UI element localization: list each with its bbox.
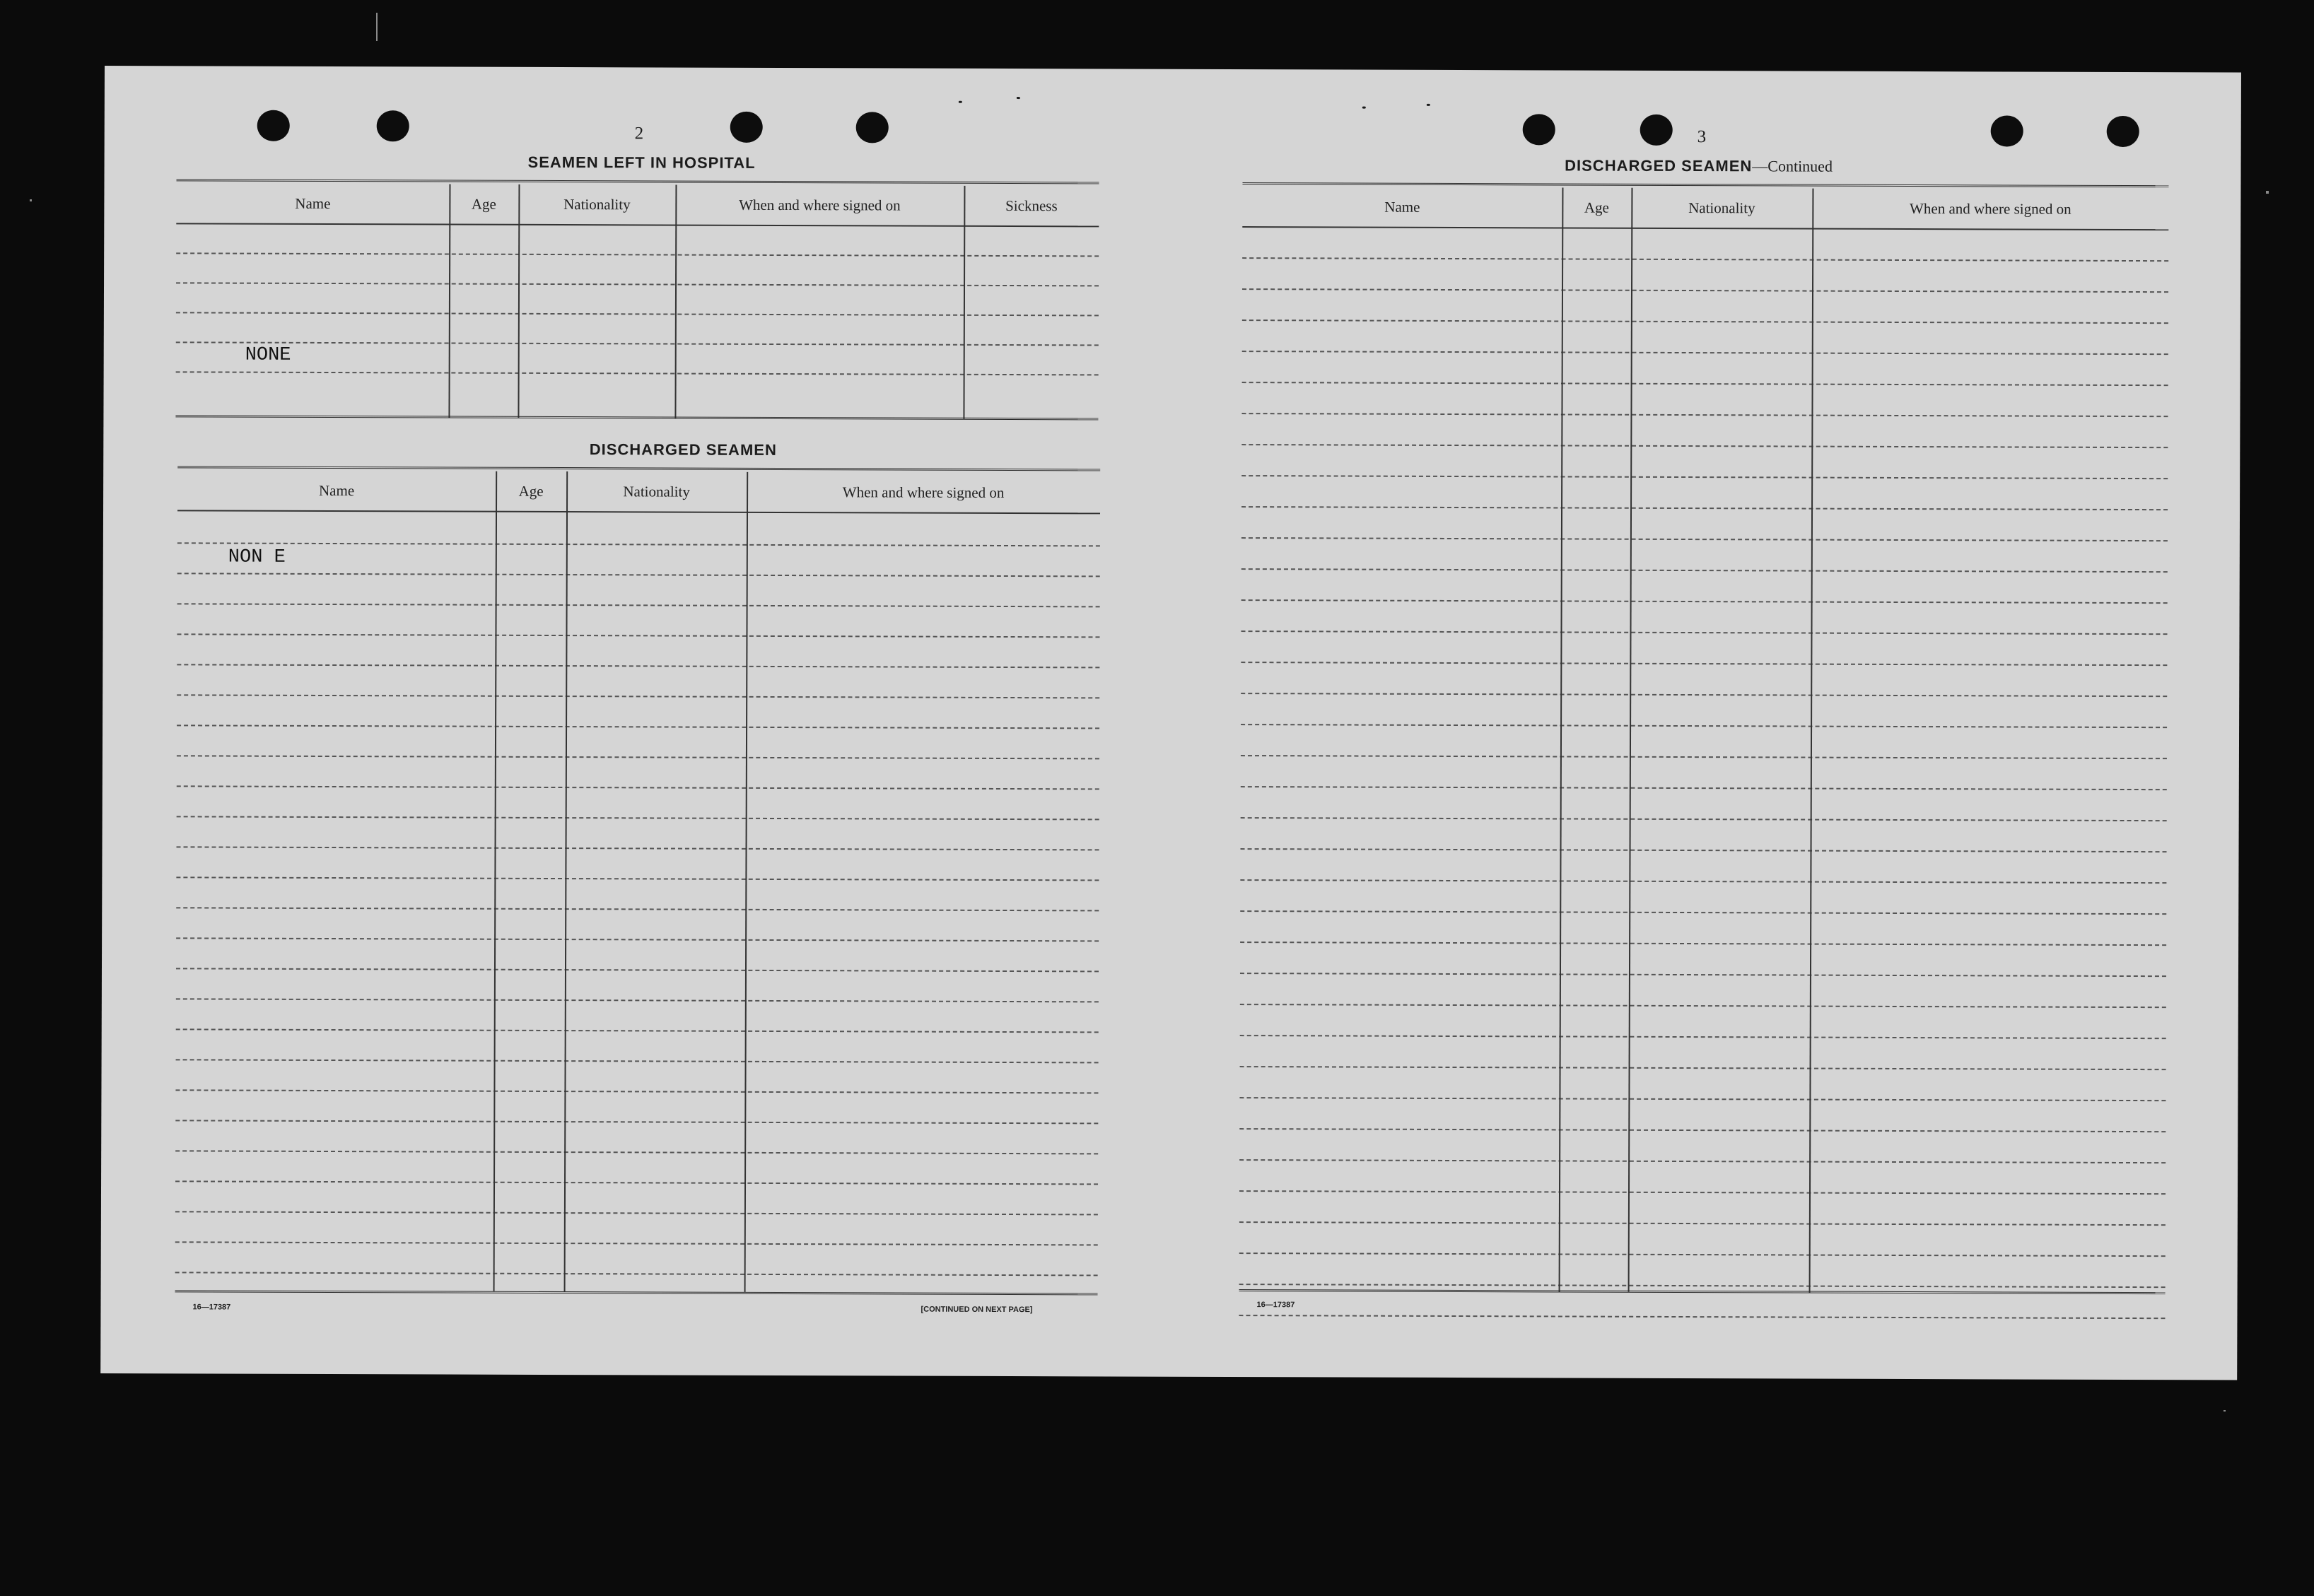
continued-note: [CONTINUED ON NEXT PAGE]	[921, 1305, 1033, 1315]
scan-artifact	[2266, 191, 2269, 194]
col-header-sickness: Sickness	[1005, 197, 1058, 215]
discharged-continued-title-text: DISCHARGED SEAMEN	[1565, 156, 1753, 175]
punch-hole	[377, 110, 409, 141]
punch-hole	[1991, 115, 2023, 146]
col-header-when-where: When and where signed on	[842, 483, 1005, 502]
col-header-nationality: Nationality	[1688, 199, 1755, 217]
discharged-table	[175, 466, 1100, 1373]
discharged-section-title: DISCHARGED SEAMEN	[589, 440, 777, 459]
col-header-name: Name	[318, 481, 355, 500]
page-number-right: 3	[1697, 127, 1707, 147]
col-header-name: Name	[295, 194, 331, 213]
discharged-entry-none: NON E	[228, 546, 286, 568]
punch-hole	[730, 112, 763, 143]
scan-artifact	[2224, 1410, 2226, 1412]
scan-artifact	[376, 13, 378, 41]
punch-hole	[2107, 116, 2139, 147]
discharged-continued-table	[1239, 182, 2168, 1373]
hospital-entry-none: NONE	[245, 344, 291, 366]
continued-suffix: —Continued	[1752, 157, 1833, 175]
punch-hole	[856, 112, 889, 143]
col-header-age: Age	[518, 482, 544, 500]
discharged-continued-title	[1547, 156, 1851, 175]
col-header-when-where: When and where signed on	[739, 196, 901, 214]
hospital-section-title: SEAMEN LEFT IN HOSPITAL	[527, 153, 756, 172]
col-header-nationality: Nationality	[623, 483, 690, 500]
col-header-age: Age	[1584, 199, 1609, 216]
form-number-left: 16—17387	[192, 1303, 231, 1312]
col-header-when-where: When and where signed on	[1910, 200, 2072, 218]
page-number-left: 2	[634, 124, 644, 143]
form-number-right: 16—17387	[1256, 1301, 1295, 1310]
left-page	[105, 66, 2241, 1315]
scanned-form-sheet	[100, 66, 2241, 1380]
punch-hole	[1523, 114, 1555, 145]
punch-hole	[1640, 115, 1673, 146]
scan-artifact	[30, 199, 32, 201]
punch-hole	[257, 110, 290, 141]
col-header-age: Age	[471, 195, 496, 213]
col-header-name: Name	[1384, 198, 1420, 216]
col-header-nationality: Nationality	[563, 196, 631, 213]
